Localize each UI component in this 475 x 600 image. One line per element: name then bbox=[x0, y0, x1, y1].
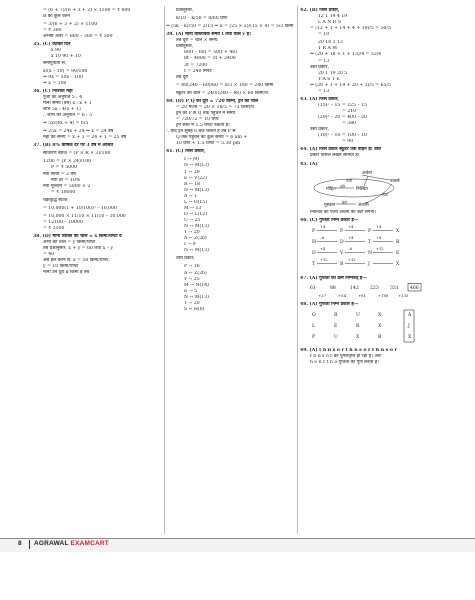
text-line: t = 240 मिनट bbox=[184, 68, 212, 74]
column-middle bbox=[166, 8, 294, 313]
text-line: = 13 bbox=[318, 88, 330, 94]
text-line: = (6 + 7)/(6 + 3 + 2) × 1100 = ₹ 800 bbox=[43, 8, 131, 13]
text-line: L A N D S bbox=[318, 20, 342, 26]
step-label: +4 bbox=[320, 246, 326, 251]
text-line: = 210 bbox=[342, 109, 357, 114]
text-line: 80(t – 60) = 50(t + 48) bbox=[184, 50, 237, 56]
text-line: = 720/72 = 10 घण्टे bbox=[176, 117, 219, 122]
step-label: +4 bbox=[320, 224, 326, 229]
code-letter: P bbox=[368, 228, 372, 234]
text-line: T → 20 bbox=[184, 300, 200, 306]
text-line: x 90 bbox=[51, 48, 61, 54]
question-41: 41. (C) जिस प्रकार, bbox=[166, 149, 206, 155]
question-40: 40. (D) P Q की दूरी = 720 किमी, ट्रेन की चाल bbox=[166, 98, 259, 104]
code-letter: R bbox=[356, 323, 360, 329]
text-line: ⇒ x = 100 bbox=[43, 80, 67, 86]
text-line: निश्चित की पत्नी अर्चना की बेटी लगेगी। bbox=[310, 209, 376, 215]
question-36: 36. (C) निश्चित मेहा bbox=[33, 88, 73, 94]
text-line: तब प्रश्नानुसार, x + y = 60 तथा x – y bbox=[43, 246, 114, 252]
series-number: 142 bbox=[350, 285, 359, 291]
code-letter: D bbox=[340, 239, 344, 245]
coding-diagram-48 bbox=[308, 308, 448, 346]
code-letter: X bbox=[356, 334, 360, 340]
text-line: माना समय (वर्ष) x : x + 1 bbox=[43, 100, 92, 106]
text-line: = 10,000(1 + 10/100)² – 10,000 bbox=[43, 205, 117, 211]
step-label: –6 bbox=[348, 246, 353, 251]
text-line: x 10 90 + 10 bbox=[51, 54, 81, 60]
code-letter: R bbox=[396, 239, 400, 245]
number-series-diagram bbox=[308, 282, 448, 300]
code-letter: N bbox=[368, 250, 373, 256]
answer-letter: A bbox=[408, 312, 412, 318]
code-letter: V bbox=[340, 250, 344, 256]
question-45: 45. (A) bbox=[300, 161, 318, 167]
code-letter: P bbox=[312, 334, 316, 340]
text-line: = ₹ 2100 bbox=[43, 226, 65, 231]
text-line: I → 9 bbox=[184, 242, 196, 248]
series-number: 223 bbox=[370, 285, 379, 291]
text-line: N ↔ M(13) bbox=[184, 163, 209, 169]
code-letter: J bbox=[368, 261, 370, 267]
text-line: O ↔ L(12) bbox=[184, 211, 208, 217]
text-line: = 40 bbox=[43, 252, 55, 258]
diagram-node: अंजलि bbox=[358, 202, 369, 208]
text-line: लाभ 5x : 4(x + 1) bbox=[43, 106, 81, 112]
text-line: E → 5 bbox=[184, 288, 198, 294]
question-46: 46. (C) गुप्तता निम्न प्रकार है— bbox=[300, 217, 359, 223]
diagram-edge-label: पत्नी bbox=[346, 178, 353, 183]
text-line: N ↔ M(13) bbox=[184, 248, 209, 254]
text-line: अभीष्ट अंतर = 800 – 300 = ₹ 500 bbox=[43, 34, 113, 40]
question-42: 42. (B) जिस प्रकार, bbox=[300, 8, 340, 13]
text-line: ⇒ (20 + 18 + 1 + 13)/4 = 52/4 bbox=[310, 52, 382, 58]
question-44: 44. (A) जिस प्रकार स्कूटर एक वाहन है। उसी bbox=[300, 147, 381, 153]
text-line: x/(x – 10) = 90/100 bbox=[43, 68, 88, 74]
step-label: +4 bbox=[348, 235, 354, 240]
text-line: M ↔ N(14) bbox=[184, 282, 209, 288]
text-line: N ↔ M(13) bbox=[184, 294, 209, 300]
text-line: B का कुल वेतन bbox=[43, 14, 70, 20]
code-letter: B bbox=[340, 261, 344, 267]
code-letter: R bbox=[334, 312, 338, 318]
text-line: t h n s o r की पुनरावृत्ति हो रही है। अतः bbox=[310, 353, 382, 359]
text-line: T R A M bbox=[318, 46, 337, 52]
step-label: +12 bbox=[348, 257, 356, 262]
text-line: A → 1 bbox=[184, 193, 198, 199]
column-left bbox=[33, 8, 163, 277]
text-line: अभ्य की चाल = y किमी/घण्टा bbox=[43, 240, 96, 246]
text-line: तब दूरी = चाल × समय bbox=[176, 38, 218, 44]
question-48: 48. (A) गुप्तता निम्न प्रकार है— bbox=[300, 301, 359, 307]
question-49: 49. (A) t h n s o r t h n s o r t h n s o r bbox=[300, 347, 397, 353]
code-letter: T bbox=[312, 261, 316, 267]
text-line: पूँजी का अनुपात 5 : 4 bbox=[43, 94, 83, 100]
text-line: T A S T E bbox=[318, 76, 340, 82]
text-line: = 12100 – 10000 bbox=[43, 219, 83, 225]
brand-text-1: AGRAWAL bbox=[34, 540, 69, 547]
text-line: ∴ यदि ट्रेन सुबह 6 बजे चलती है तब P से bbox=[166, 129, 236, 135]
text-line: = (12 + 1 + 14 + 4 + 19)/5 = 50/5 bbox=[310, 26, 391, 32]
text-line: N ↔ M(13) bbox=[184, 187, 209, 193]
text-line: माना उन दूरी k किमी है तब bbox=[43, 270, 90, 276]
text-line: 3t = 7200 bbox=[184, 62, 208, 68]
coding-diagram-46 bbox=[308, 224, 448, 274]
step-label: +4 bbox=[376, 224, 382, 229]
text-line: E ↔ V(22) bbox=[184, 175, 207, 181]
text-line: 20 1 19 20 5 bbox=[318, 70, 348, 76]
text-line: = 13 bbox=[318, 58, 330, 64]
text-line: T → 20 bbox=[184, 230, 200, 236]
family-tree-diagram bbox=[306, 168, 446, 210]
text-line: नया समय = 2 वर्ष bbox=[43, 171, 76, 177]
text-line: स्कूटर की चाल = 240/(240 – 48) × 60 किमी/घ. bbox=[176, 90, 270, 96]
text-line: Y → 25 bbox=[184, 276, 200, 282]
text-line: 10 घण्टे + 1.5 घण्टा = 5.30 pm bbox=[176, 141, 241, 147]
text-line: उसी प्रकार, bbox=[176, 256, 195, 262]
diagram-node: मुस्कान bbox=[324, 202, 336, 208]
diagram-edge-label: बेटी bbox=[342, 200, 347, 205]
step-label: +4 bbox=[376, 235, 382, 240]
series-number: 331 bbox=[390, 285, 399, 291]
series-difference: +54 bbox=[338, 292, 347, 298]
code-letter: X bbox=[396, 228, 400, 234]
text-line: = 10 bbox=[318, 32, 330, 38]
text-line: 1200 = (P × 24)/100 bbox=[43, 159, 92, 165]
text-line: y = 10 किमी/घण्टा bbox=[43, 264, 79, 270]
series-number: 61 bbox=[310, 285, 316, 291]
code-letter: U bbox=[334, 334, 338, 340]
page-footer bbox=[0, 538, 475, 552]
text-line: (15)² – 15 = 225 – 15 bbox=[318, 102, 367, 108]
column-divider bbox=[297, 6, 298, 534]
code-letter: E bbox=[334, 323, 338, 329]
text-line: ⇒ 5x/(4x + 4) = 6/5 bbox=[43, 121, 89, 127]
step-label: –6 bbox=[320, 235, 325, 240]
text-line: = 3/(6 + 3 + 2) × 1100 bbox=[43, 22, 98, 28]
code-letter: X bbox=[396, 261, 400, 267]
brand-text-2: EXAMCART bbox=[70, 540, 109, 547]
text-line: = ₹ 300 bbox=[43, 28, 62, 34]
text-line: k/10 – k/50 = 8/60 घण्टे bbox=[176, 16, 228, 22]
code-letter: L bbox=[312, 323, 316, 329]
footer-divider bbox=[29, 540, 30, 549]
text-line: R ↔ 18 bbox=[184, 181, 201, 187]
series-number: 466 bbox=[410, 285, 419, 291]
text-line: P → 16 bbox=[184, 264, 200, 270]
text-line: A ↔ Z(26) bbox=[184, 270, 207, 276]
text-line: (20)² – 20 = 400 – 20 bbox=[318, 115, 367, 121]
text-line: मेहा का समय = x + 1 = 24 + 1 = 25 वर्ष bbox=[43, 135, 127, 141]
code-letter: P bbox=[312, 228, 316, 234]
question-38: 38. (D) माना व्यक्ति की चाल = x किमी/घण्टा व bbox=[33, 234, 122, 240]
column-divider bbox=[164, 6, 165, 534]
brand-logo bbox=[34, 540, 109, 549]
text-line: I ↔ (9) bbox=[184, 157, 200, 163]
text-line: ⇒ (20 + 1 + 19 + 20 + 5)/5 = 65/5 bbox=[310, 82, 391, 88]
text-line: = 10,000 × 11/10 × 11/10 – 10,000 bbox=[43, 213, 126, 219]
series-number: 88 bbox=[330, 285, 336, 291]
answer-letter: X bbox=[408, 334, 412, 340]
code-letter: B bbox=[378, 334, 382, 340]
text-line: साधारण ब्याज = (P × R × 3)/100 bbox=[43, 151, 111, 157]
code-letter: T bbox=[368, 239, 372, 245]
text-line: N ↔ M(13) bbox=[184, 224, 209, 230]
text-line: प्रकार पेंसिल लेखन सामग्री है। bbox=[310, 153, 360, 159]
question-35: 35. (C) व्यक्ति दिन bbox=[33, 42, 71, 48]
series-difference: +27 bbox=[318, 292, 327, 298]
text-line: T ↔ 20 bbox=[184, 169, 200, 175]
text-line: ट्रेन को P से Q तक पहुँचने में समय bbox=[176, 110, 236, 116]
text-line: ट्रेन रास्ते में 1.5 घण्टा रुकती है। bbox=[176, 123, 230, 129]
question-37: 37. (B) 8% वार्षिक दर पर 3 वर्ष में अर्जित bbox=[33, 143, 113, 149]
text-line: h o n r t h o गुप्तता को पूर्ण करता है। bbox=[310, 359, 379, 365]
text-line: U → 21 bbox=[184, 218, 201, 223]
text-line: समानुपाती से, bbox=[43, 60, 67, 66]
diagram-edge-label: पति bbox=[340, 184, 346, 189]
text-line: उसी प्रकार, bbox=[310, 64, 329, 70]
diagram-node: अर्चना bbox=[362, 170, 372, 176]
text-line: Q तक पहुँचने का कुल समय = 6 am + bbox=[176, 135, 248, 141]
question-43: 43. (A) जिस प्रकार, bbox=[300, 96, 340, 102]
diagram-node: उत्कर्ष bbox=[390, 178, 400, 184]
text-line: = 20 मी/से = 20 × 18/5 = 72 किमी/घं bbox=[176, 104, 254, 110]
text-line: उसी प्रकार, bbox=[310, 127, 329, 133]
series-difference: +135 bbox=[398, 292, 409, 298]
code-letter: H bbox=[312, 239, 317, 245]
code-letter: E bbox=[396, 250, 400, 256]
question-39: 39. (A) माना वास्तविक समय t तथा चाल v है। bbox=[166, 32, 251, 38]
code-letter: P bbox=[340, 228, 344, 234]
step-label: +4 bbox=[348, 224, 354, 229]
text-line: नयी दर = 10% bbox=[51, 177, 81, 183]
text-line: S ↔ H(8) bbox=[184, 306, 205, 312]
text-line: = 380 bbox=[342, 121, 357, 127]
text-line: चक्रवृद्धि ब्याज bbox=[43, 197, 68, 203]
text-line: L ↔ O(15) bbox=[184, 199, 208, 205]
text-line: 12 1 14 4 19 bbox=[318, 14, 348, 20]
diagram-edge-label: पिता bbox=[382, 192, 388, 197]
text-line: ∴ लाभ का अनुपात = 6 : 5 bbox=[43, 113, 93, 118]
text-line: A ↔ Z(26) bbox=[184, 236, 207, 242]
code-letter: X bbox=[378, 323, 382, 329]
question-47: 47. (A) गुप्तता का क्रम निम्नवत् है— bbox=[300, 275, 367, 281]
text-line: 20 18 1 13 bbox=[318, 40, 343, 46]
text-line: P = ₹ 5000 bbox=[51, 165, 77, 171]
diagram-node: निश्चित bbox=[356, 186, 368, 192]
code-letter: X bbox=[378, 312, 382, 318]
text-line: M ↔ 13 bbox=[184, 205, 202, 211]
text-line: प्रश्नानुसार, bbox=[176, 8, 194, 13]
series-difference: +108 bbox=[378, 292, 389, 298]
step-label: +12 bbox=[320, 257, 328, 262]
code-letter: O bbox=[312, 312, 316, 318]
text-line: (10)² – 10 = 100 – 10 bbox=[318, 133, 367, 139]
text-line: अब हल करने से, x = 50 किमी/घण्टा, bbox=[43, 258, 110, 264]
text-line: = 80(240 – 60)/60 = 8/3 × 180 = 240 किमी bbox=[176, 82, 274, 88]
answer-letter: J bbox=[408, 323, 410, 329]
diagram-node: मोहित bbox=[326, 186, 336, 192]
text-line: 8t – 4800 = 5t + 2400 bbox=[184, 56, 236, 62]
column-right bbox=[300, 8, 446, 366]
text-line: ⇒ 25x = 24x + 24 ⇒ x = 24 वर्ष bbox=[43, 129, 114, 135]
text-line: = ₹ 10000 bbox=[51, 189, 76, 195]
text-line: ⇒ 9x = 10x – 100 bbox=[43, 74, 84, 80]
text-line: तब दूरी bbox=[176, 74, 189, 80]
text-line: प्रश्नानुसार, bbox=[176, 44, 194, 50]
series-difference: +81 bbox=[358, 292, 367, 298]
step-label: +12 bbox=[376, 246, 384, 251]
text-line: नया मूलधन = 5000 × 2 bbox=[43, 183, 91, 189]
text-line: ⇒ (5k – k)/50 = 2/15 ⇒ k = (25 × 2)/(15 × 4) = 5/3 किमी bbox=[166, 24, 294, 30]
code-letter: U bbox=[356, 312, 360, 318]
text-line: = 90 bbox=[342, 139, 354, 145]
page-number: 8 bbox=[18, 540, 22, 547]
code-letter: D bbox=[312, 250, 316, 256]
